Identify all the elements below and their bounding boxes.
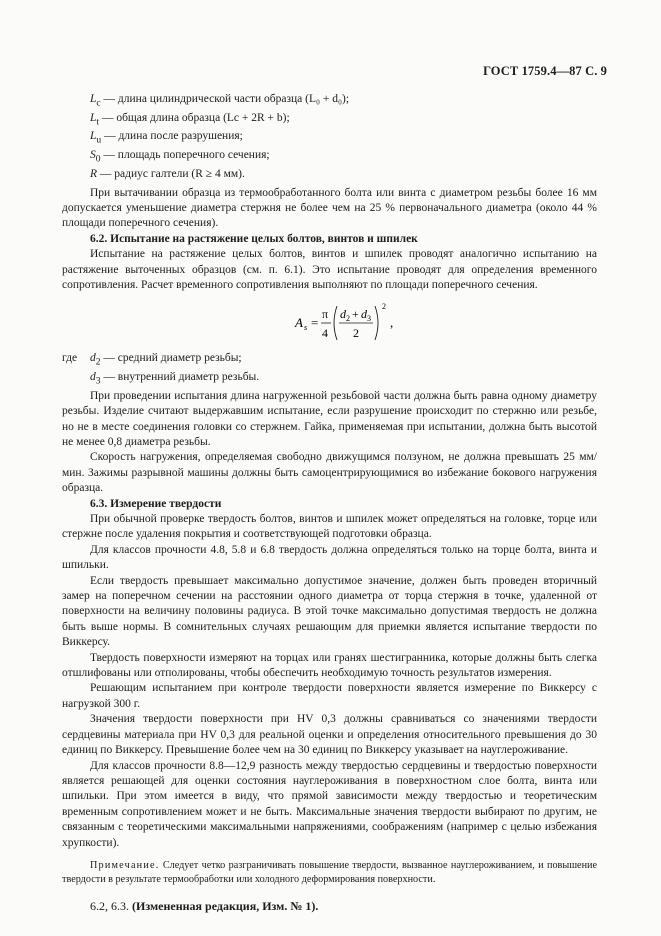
paragraph: Для классов прочности 8.8—12,9 разность между твердостью сердцевины и твердостью поверхности является решающей для оценки состояния науглероживания в поверхностном слое болта, винта или шпильки. При этом имеется в виду, что прямой зависимости между твердостью и теоретическим временным сопротивлением может и не быть. Максимальные значения твердости выбирают по другим, не связанным с теоретическими максимальными напряжениями, соображениям (например с целью избежания хрупкости).	[62, 759, 597, 849]
edition-note-bold: (Измененная редакция, Изм. № 1).	[132, 898, 319, 913]
section-heading-6-2: 6.2. Испытание на растяжение целых болтов, винтов и шпилек	[90, 232, 418, 245]
formula-lhs-sub: s	[303, 323, 307, 333]
formula-d2-sub: 2	[345, 314, 350, 324]
section-heading-6-3: 6.3. Измерение твердости	[90, 497, 222, 510]
definition-item: $L_u$ — длина после разрушения;	[90, 130, 243, 146]
definition-item: $L_t$ — общая длина образца (Lc + 2R + b);	[90, 111, 290, 127]
paragraph: Если твердость превышает максимально допустимое значение, должен быть проведен вторичный замер на поперечном сечении на расстоянии одного диаметра от торца стержня в точке, удаленной от поверхности на величину половины радиуса. В этой точке максимально допустимая твердость не должна быть выше нормы. В сомнительных случаях решающим для приемки является испытание твердости по Виккерсу.	[62, 574, 597, 649]
paragraph: При вытачивании образца из термообработанного болта или винта с диаметром резьбы более 16 мм допускается уменьшение диаметра стержня не более чем на 25 % первоначального диаметра (около 44 % площади поперечного сечения).	[62, 186, 597, 230]
formula-four: 4	[321, 326, 328, 341]
formula-power: 2	[381, 302, 386, 312]
formula-plus: +	[351, 307, 359, 322]
formula-pi: π	[321, 307, 328, 322]
formula-equals: =	[310, 315, 318, 331]
definition-item: $S_0$ — площадь поперечного сечения;	[90, 149, 270, 165]
definition-item: $L_c$ — длина цилиндрической части образца (L₀ + d₀);	[90, 93, 350, 109]
definitions-list	[62, 92, 597, 186]
formula-comma: ,	[389, 315, 393, 331]
paragraph: Значения твердости поверхности при HV 0,3 должны сравниваться со значениями твердости сердцевины материала при HV 0,3 для реальной оценки и определения относительного превышения до 30 единиц по Виккерсу. Превышение более чем на 30 единиц по Виккерсу указывает на науглероживание.	[62, 713, 597, 757]
paragraph: Испытание на растяжение целых болтов, винтов и шпилек проводят аналогично испытанию на растяжение выточенных образцов (см. п. 6.1). Это испытание проводят для определения временного сопротивления. Расчет временного сопротивления выполняют по площади поперечного сечения.	[62, 248, 597, 291]
formula-d2: d	[339, 307, 346, 322]
page-content	[62, 92, 597, 914]
formula-lhs: A	[294, 315, 303, 331]
where-items	[90, 351, 597, 388]
where-block	[62, 351, 597, 388]
formula-two: 2	[352, 326, 359, 341]
note-paragraph	[62, 859, 597, 887]
note-label: Примечание.	[90, 859, 160, 871]
formula-d3: d	[360, 307, 367, 322]
formula-svg	[293, 295, 403, 349]
paragraph: Для классов прочности 4.8, 5.8 и 6.8 твердость должна определяться только на торце болта, винта и шпильки.	[62, 543, 597, 572]
paragraph: При проведении испытания длина нагруженной резьбовой части должна быть равна одному диаметру резьбы. Изделие считают выдержавшим испытание, если разрушение происходит по стержню или резьбе, но не в месте соединения головки со стержнем. Гайка, применяемая при испытании, должна быть высотой не менее 0,8 диаметра резьбы.	[62, 389, 597, 448]
definition-item: R — радиус галтели (R ≥ 4 мм).	[90, 167, 245, 180]
paragraph: При обычной проверке твердость болтов, винтов и шпилек может определяться на головке, торце или стержне после удаления покрытия и соответствующей подготовки образца.	[62, 513, 597, 541]
paragraph: Скорость нагружения, определяемая свободно движущимся ползуном, не должна превышать 25 мм/мин. Зажимы разрывной машины должны быть самоцентрирующимися во избежание бокового нагружения образца.	[62, 451, 597, 495]
where-item: $d_2$ — средний диаметр резьбы;	[90, 352, 242, 368]
formula-d3-sub: 3	[366, 314, 371, 324]
paragraph: Решающим испытанием при контроле твердости поверхности является измерение по Виккерсу с нагрузкой 300 г.	[62, 682, 597, 710]
edition-note: 6.2, 6.3. (Измененная редакция, Изм. № 1).	[90, 898, 319, 913]
where-label: где	[62, 352, 78, 365]
note-text: Следует четко разграничивать повышение твердости, вызванное науглероживанием, и повышение твердости в результате термообработки или холодного деформирования поверхности.	[62, 859, 597, 885]
where-item: $d_3$ — внутренний диаметр резьбы.	[90, 371, 260, 387]
paragraph: Твердость поверхности измеряют на торцах или гранях шестигранника, которые должны быть слегка отшлифованы или отполированы, чтобы обеспечить необходимую точность результатов измерения.	[62, 651, 597, 680]
area-formula	[98, 293, 597, 351]
page-header: ГОСТ 1759.4—87 С. 9	[483, 64, 607, 78]
